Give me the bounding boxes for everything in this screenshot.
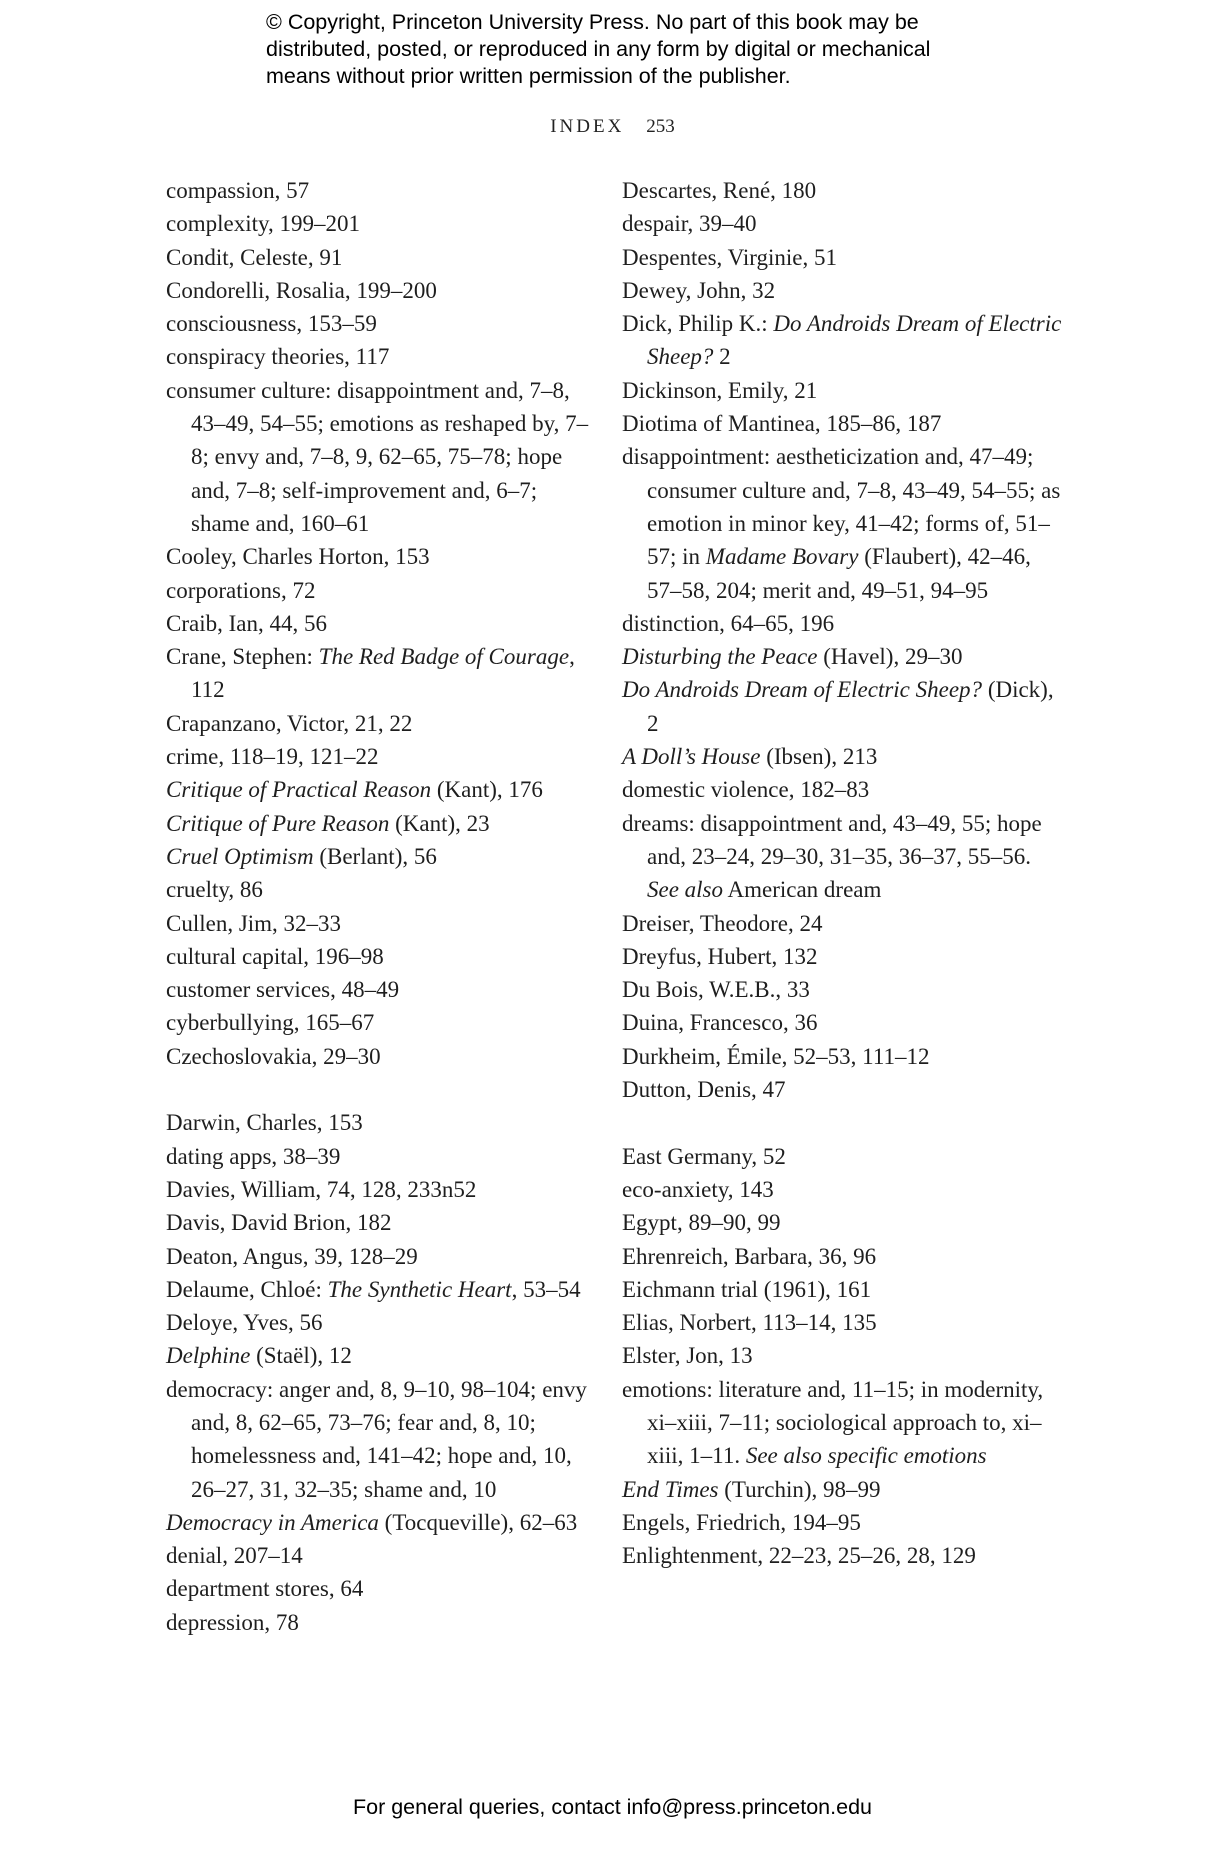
index-entry-text: American dream: [723, 877, 882, 903]
index-entry-text: Dick, Philip K.:: [622, 311, 774, 337]
index-entry-text: disappointment: aestheticization and, 47–49; consumer culture and, 7–8, 43–49, 54–55; as emotion in minor key, 41–42; forms of, 51–57; in: [622, 444, 1061, 570]
index-entry: consumer culture: disappointment and, 7–8, 43–49, 54–55; emotions as reshaped by, 7–8; envy and, 7–8, 9, 62–65, 75–78; hope and, 7–8; self-improvement and, 6–7; shame and, 160–61: [166, 377, 589, 536]
index-entry: Egypt, 89–90, 99: [622, 1210, 781, 1236]
index-entry: [622, 673, 1062, 740]
index-entry-text: (Dick), 2: [647, 677, 1054, 736]
index-entry: Elias, Norbert, 113–14, 135: [622, 1310, 877, 1336]
index-entry: depression, 78: [166, 1609, 299, 1635]
index-entry: Dreiser, Theodore, 24: [622, 910, 823, 936]
index-entry-title: Delphine: [166, 1343, 251, 1369]
index-entry: Condorelli, Rosalia, 199–200: [166, 277, 437, 303]
index-entry: Dewey, John, 32: [622, 277, 776, 303]
index-entry-title: Critique of Practical Reason: [166, 777, 432, 803]
index-entry: Duina, Francesco, 36: [622, 1010, 818, 1036]
section-title: INDEX: [550, 116, 625, 137]
index-entry: Deloye, Yves, 56: [166, 1310, 323, 1336]
letter-section-gap: [166, 1073, 596, 1106]
index-entry: Condit, Celeste, 91: [166, 244, 343, 270]
index-entry: eco-anxiety, 143: [622, 1176, 774, 1202]
index-entry-text: (Ibsen), 213: [760, 744, 878, 770]
index-entry: complexity, 199–201: [166, 211, 360, 237]
index-entry: Eichmann trial (1961), 161: [622, 1276, 872, 1302]
index-entry: corporations, 72: [166, 577, 316, 603]
index-entry: cyberbullying, 165–67: [166, 1010, 375, 1036]
index-entry: Czechoslovakia, 29–30: [166, 1043, 381, 1069]
index-column-right: [622, 174, 1062, 1572]
index-entry: cultural capital, 196–98: [166, 943, 384, 969]
copyright-notice: © Copyright, Princeton University Press. No part of this book may be distributed, posted, or reproduced in any form by digital or mechanical means without prior written permission of the publisher.: [266, 10, 931, 88]
index-entry: Ehrenreich, Barbara, 36, 96: [622, 1243, 877, 1269]
letter-section-gap: [622, 1106, 1062, 1139]
index-entry-title: End Times: [622, 1476, 719, 1502]
index-entry: [622, 807, 1062, 907]
index-entry: [622, 1473, 1062, 1506]
index-entry: Elster, Jon, 13: [622, 1343, 753, 1369]
index-entry: domestic violence, 182–83: [622, 777, 870, 803]
index-entry-title: See also specific emotions: [745, 1443, 987, 1469]
index-entry: Craib, Ian, 44, 56: [166, 610, 327, 636]
index-entry: despair, 39–40: [622, 211, 757, 237]
index-entry: [166, 1506, 596, 1539]
index-entry: Cooley, Charles Horton, 153: [166, 544, 430, 570]
index-entry-title: Cruel Optimism: [166, 843, 314, 869]
index-entry-title: Madame Bovary: [705, 544, 859, 570]
index-entry-text: , 53–54: [511, 1276, 581, 1302]
index-entry-title: The Synthetic Heart: [327, 1276, 512, 1302]
index-entry-text: Delaume, Chloé:: [166, 1276, 328, 1302]
index-entry: Deaton, Angus, 39, 128–29: [166, 1243, 418, 1269]
index-entry: Dutton, Denis, 47: [622, 1077, 786, 1103]
index-entry-text: Crane, Stephen:: [166, 644, 319, 670]
index-entry: Davis, David Brion, 182: [166, 1210, 392, 1236]
index-entry: Enlightenment, 22–23, 25–26, 28, 129: [622, 1543, 976, 1569]
index-entry-title: Critique of Pure Reason: [166, 810, 390, 836]
index-entry: dating apps, 38–39: [166, 1143, 341, 1169]
index-entry: [166, 1339, 596, 1372]
index-entry-text: (Staël), 12: [250, 1343, 352, 1369]
index-entry: [622, 1373, 1062, 1473]
index-entry-text: emotions: literature and, 11–15; in modernity, xi–xiii, 7–11; sociological approach to, xi–xiii, 1–11.: [622, 1376, 1044, 1469]
index-entry: Dickinson, Emily, 21: [622, 377, 818, 403]
index-entry: consciousness, 153–59: [166, 311, 377, 337]
page-number: 253: [646, 116, 675, 137]
index-entry: customer services, 48–49: [166, 977, 400, 1003]
index-entry-text: 2: [713, 344, 731, 370]
index-entry: Dreyfus, Hubert, 132: [622, 943, 818, 969]
index-entry: denial, 207–14: [166, 1543, 303, 1569]
index-entry: Descartes, René, 180: [622, 178, 817, 203]
index-entry: Cullen, Jim, 32–33: [166, 910, 342, 936]
index-entry: Diotima of Mantinea, 185–86, 187: [622, 411, 942, 437]
index-entry: Engels, Friedrich, 194–95: [622, 1509, 861, 1535]
index-entry: [622, 440, 1062, 606]
index-entry: [166, 773, 596, 806]
index-entry-text: (Tocqueville), 62–63: [378, 1509, 578, 1535]
index-entry: [166, 640, 596, 707]
index-entry: [622, 640, 1062, 673]
index-entry-text: (Turchin), 98–99: [718, 1476, 881, 1502]
index-entry: Darwin, Charles, 153: [166, 1110, 363, 1136]
index-entry: [622, 740, 1062, 773]
index-entry: Durkheim, Émile, 52–53, 111–12: [622, 1043, 930, 1069]
index-entry-title: Democracy in America: [166, 1509, 379, 1535]
index-entry: East Germany, 52: [622, 1143, 786, 1169]
index-entry-text: (Flaubert), 42–46, 57–58, 204; merit and, 49–51, 94–95: [647, 544, 1031, 603]
index-entry-title: Do Androids Dream of Electric Sheep?: [622, 677, 983, 703]
index-entry-text: (Kant), 23: [389, 810, 490, 836]
index-entry-text: dreams: disappointment and, 43–49, 55; hope and, 23–24, 29–30, 31–35, 36–37, 55–56.: [622, 810, 1042, 869]
index-entry: cruelty, 86: [166, 877, 263, 903]
index-entry-title: A Doll’s House: [622, 744, 761, 770]
index-entry-text: , 112: [191, 644, 575, 703]
index-entry: [622, 307, 1062, 374]
index-entry: compassion, 57: [166, 178, 310, 203]
index-entry: department stores, 64: [166, 1576, 364, 1602]
index-entry-title: The Red Badge of Courage: [318, 644, 570, 670]
index-entry: Despentes, Virginie, 51: [622, 244, 837, 270]
index-column-left: [166, 174, 596, 1639]
index-entry: Davies, William, 74, 128, 233n52: [166, 1176, 477, 1202]
index-entry-title: Disturbing the Peace: [622, 644, 818, 670]
index-entry: [166, 807, 596, 840]
index-entry: [166, 1273, 596, 1306]
footer-contact: For general queries, contact info@press.princeton.edu: [352, 1795, 872, 1819]
index-entry-title: Do Androids Dream of Electric Sheep?: [647, 311, 1062, 370]
index-entry-text: (Havel), 29–30: [817, 644, 963, 670]
index-entry: Du Bois, W.E.B., 33: [622, 977, 810, 1003]
index-entry: distinction, 64–65, 196: [622, 610, 835, 636]
index-entry-text: (Berlant), 56: [313, 843, 437, 869]
index-entry: conspiracy theories, 117: [166, 344, 390, 370]
index-entry-title: See also: [647, 877, 724, 903]
index-entry: crime, 118–19, 121–22: [166, 744, 379, 770]
index-entry: democracy: anger and, 8, 9–10, 98–104; envy and, 8, 62–65, 73–76; fear and, 8, 10; homelessness and, 141–42; hope and, 10, 26–27, 31, 32–35; shame and, 10: [166, 1376, 587, 1502]
running-head: [0, 116, 1225, 138]
index-entry-text: (Kant), 176: [431, 777, 543, 803]
index-entry: [166, 840, 596, 873]
index-entry: Crapanzano, Victor, 21, 22: [166, 710, 413, 736]
